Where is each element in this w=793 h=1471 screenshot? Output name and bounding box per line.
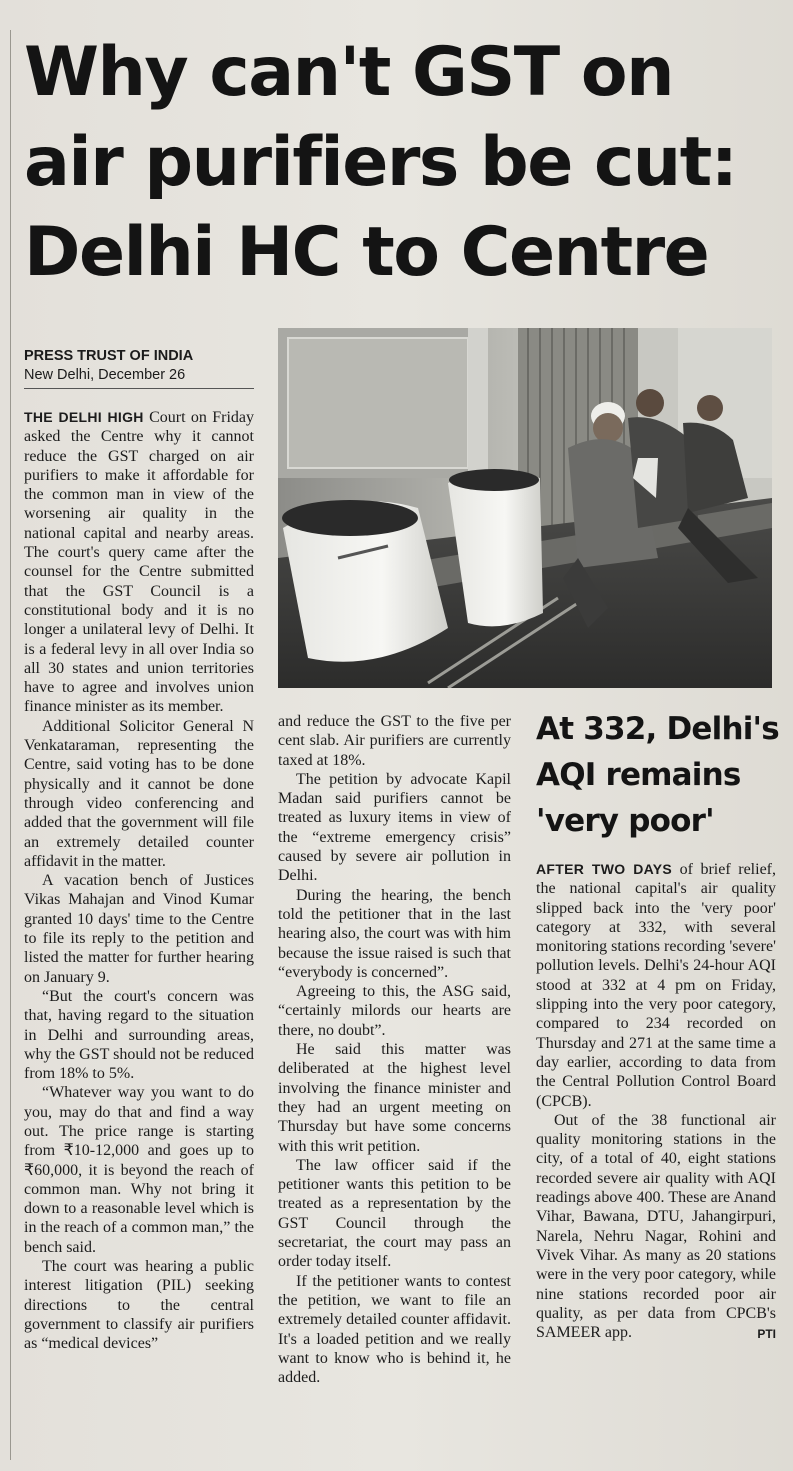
article-column-2	[278, 712, 511, 1387]
byline-dateline: New Delhi, December 26	[24, 367, 186, 383]
sidebar-headline: At 332, Delhi's AQI remains 'very poor'	[536, 711, 779, 839]
sidebar-paragraph: AFTER TWO DAYS of brief relief, the national capital's air quality slipped back into the 'very poor' category at 332, with several monitoring stations recording 'severe' pollution levels. Delhi's 24-hour AQI stood at 332 at 4 pm on Friday, slipping into the very poor category, compared to 234 recorded on Thursday and 271 at the same time a day earlier, according to data from the Central Pollution Control Board (CPCB).	[536, 861, 776, 1110]
article-paragraph: “Whatever way you want to do you, may do that and find a way out. The price range is starting from ₹10-12,000 and goes up to ₹60,000, it is beyond the reach of common man. Why not bring it down to a reasonable level which is in the reach of a common man,” the bench said.	[24, 1084, 254, 1256]
article-paragraph: The petition by advocate Kapil Madan said purifiers cannot be treated as luxury items in view of the “extreme emergency crisis” caused by severe air pollution in Delhi.	[278, 770, 511, 885]
column-rule	[10, 30, 11, 1460]
article-paragraph: The court was hearing a public interest litigation (PIL) seeking directions to the central government to classify air purifiers as “medical devices”	[24, 1258, 254, 1353]
article-paragraph: Additional Solicitor General N Venkataraman, representing the Centre, said voting has to be done physically and it cannot be done through video conferencing and added that the government will file an extremely detailed counter affidavit in the matter.	[24, 717, 254, 870]
article-headline: Why can't GST on air purifiers be cut: Delhi HC to Centre	[24, 33, 737, 292]
byline	[24, 347, 254, 389]
news-photo	[278, 328, 772, 688]
article-paragraph: If the petitioner wants to contest the petition, we want to file an extremely detailed counter affidavit. It's a loaded petition and we really want to know who is behind it, he added.	[278, 1272, 511, 1387]
sidebar-paragraph: Out of the 38 functional air quality monitoring stations in the city, of a total of 40, eight stations recorded severe air quality with AQI readings above 400. These are Anand Vihar, Bawana, DTU, Jahangirpuri, Narela, Nehru Nagar, Rohini and Vivek Vihar. As many as 20 stations were in the very poor category, while nine stations recorded poor air quality, as per data from CPCB's SAMEER app. PTI	[536, 1111, 776, 1343]
article-paragraph: “But the court's concern was that, having regard to the situation in Delhi and surrounding areas, why the GST should not be reduced from 18% to 5%.	[24, 987, 254, 1083]
article-paragraph: and reduce the GST to the five per cent slab. Air purifiers are currently taxed at 18%.	[278, 713, 511, 769]
article-paragraph: Agreeing to this, the ASG said, “certainly milords our hearts are there, no doubt”.	[278, 983, 511, 1039]
sidebar-lead-in: AFTER TWO DAYS	[536, 861, 673, 877]
article-paragraph: The law officer said if the petitioner wants this petition to be treated as a representation by the GST Council through the secretariat, the court may pass an order today itself.	[278, 1156, 511, 1271]
sidebar-column	[536, 860, 776, 1344]
article-paragraph: During the hearing, the bench told the petitioner that in the last hearing also, the court was with him because the issue raised is such that “everybody is concerned”.	[278, 886, 511, 981]
article-paragraph: THE DELHI HIGH Court on Friday asked the Centre why it cannot reduce the GST charged on air purifiers to make it affordable for the common man in view of the worsening air quality in the national capital and nearby areas. The court's query came after the counsel for the Centre submitted that the GST Council is a constitutional body and it is no longer a unilateral levy of Delhi. It is a federal levy in all over India so all 30 states and union territories have to agree and involves union finance minister as its member.	[24, 409, 254, 716]
byline-agency: PRESS TRUST OF INDIA	[24, 348, 194, 364]
article-paragraph: A vacation bench of Justices Vikas Mahajan and Vinod Kumar granted 10 days' time to the Centre to file its reply to the petition and listed the matter for further hearing on January 9.	[24, 872, 254, 986]
air-purifiers-photo	[278, 328, 772, 688]
article-column-1	[24, 408, 254, 1354]
lead-in: THE DELHI HIGH	[24, 409, 144, 425]
credit-line: PTI	[757, 1327, 776, 1342]
article-paragraph: He said this matter was deliberated at the highest level involving the finance minister and they had an urgent meeting on Thursday but have some concerns with this writ petition.	[278, 1041, 511, 1155]
